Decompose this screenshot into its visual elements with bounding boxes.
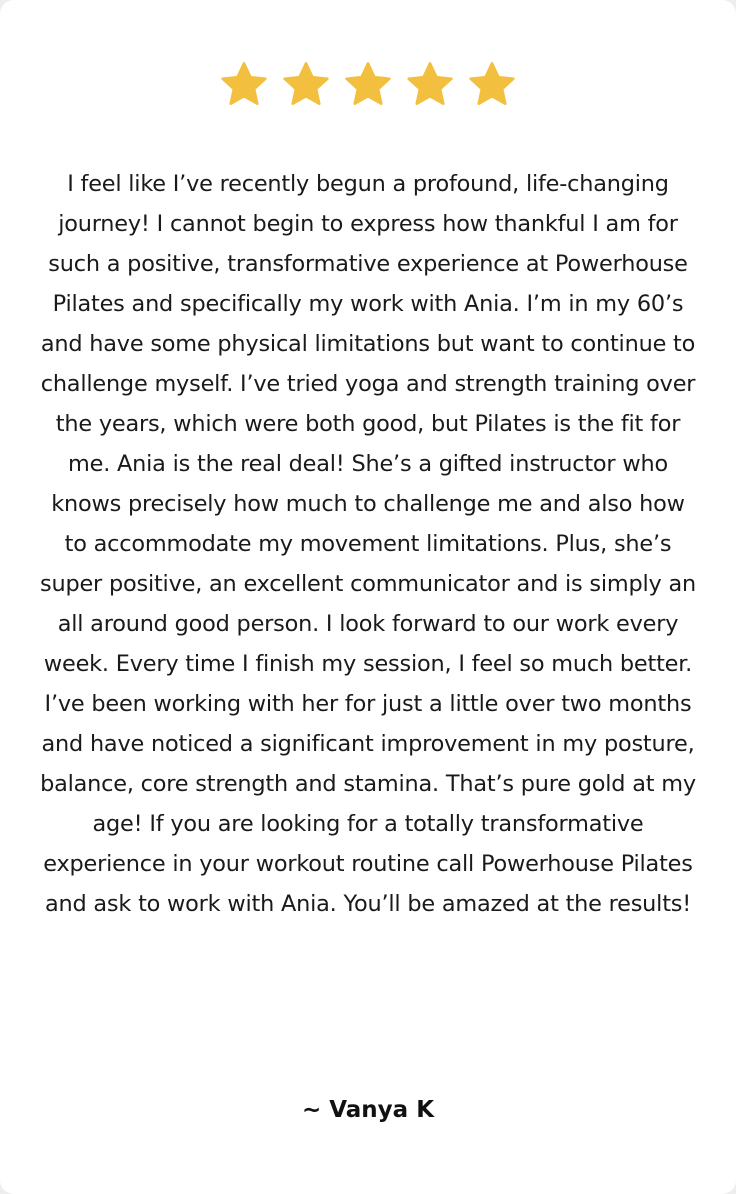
star-icon	[281, 60, 331, 110]
star-icon	[219, 60, 269, 110]
review-author: ~ Vanya K	[301, 1097, 435, 1123]
star-icon	[405, 60, 455, 110]
star-rating	[0, 60, 736, 110]
star-icon	[467, 60, 517, 110]
review-text: I feel like I’ve recently begun a profound, life-changing journey! I cannot begin to express how thankful I am for such a positive, transformative experience at Powerhouse Pilates and specifically my work with Ania. I’m in my 60’s and have some physical limitations but want to continue to challenge myself. I’ve tried yoga and strength training over the years, which were both good, but Pilates is the fit for me. Ania is the real deal! She’s a gifted instructor who knows precisely how much to challenge me and also how to accommodate my movement limitations. Plus, she’s super positive, an excellent communicator and is simply an all around good person. I look forward to our work every week. Every time I finish my session, I feel so much better. I’ve been working with her for just a little over two months and have noticed a significant improvement in my posture, balance, core strength and stamina. That’s pure gold at my age! If you are looking for a totally transformative experience in your workout routine call Powerhouse Pilates and ask to work with Ania. You’ll be amazed at the results!	[40, 171, 697, 917]
star-icon	[343, 60, 393, 110]
